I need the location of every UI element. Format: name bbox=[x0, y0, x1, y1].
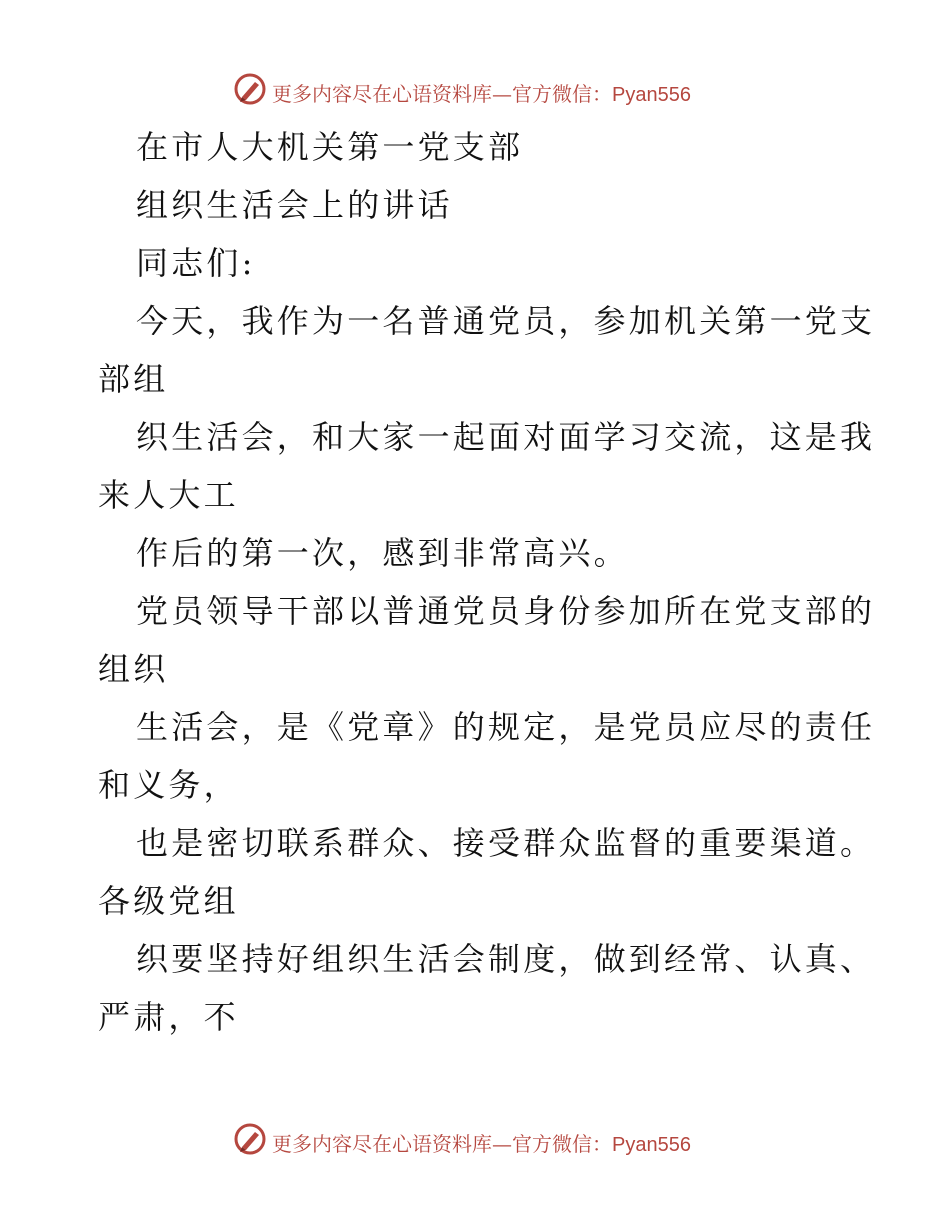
paragraph-line: 各级党组 bbox=[98, 882, 239, 920]
paragraph-line: 作后的第一次，感到非常高兴。 bbox=[136, 534, 629, 572]
pen-logo-icon bbox=[233, 72, 267, 106]
paragraph-line: 织生活会，和大家一起面对面学习交流，这是我 bbox=[136, 418, 876, 456]
salutation: 同志们: bbox=[136, 244, 256, 282]
paragraph-line: 严肃，不 bbox=[98, 998, 239, 1036]
watermark-text: 更多内容尽在心语资料库—官方微信：Pyan556 bbox=[272, 1132, 691, 1156]
paragraph-line: 来人大工 bbox=[98, 476, 239, 514]
title-line-2: 组织生活会上的讲话 bbox=[136, 186, 453, 224]
title-line-1: 在市人大机关第一党支部 bbox=[136, 128, 524, 166]
paragraph-line: 生活会，是《党章》的规定，是党员应尽的责任 bbox=[136, 708, 876, 746]
paragraph-line: 党员领导干部以普通党员身份参加所在党支部的 bbox=[136, 592, 876, 630]
footer-watermark bbox=[0, 1120, 950, 1160]
paragraph-line: 组织 bbox=[98, 650, 169, 688]
header-watermark bbox=[0, 70, 950, 110]
paragraph-line: 今天，我作为一名普通党员，参加机关第一党支 bbox=[136, 302, 876, 340]
paragraph-line: 织要坚持好组织生活会制度，做到经常、认真、 bbox=[136, 940, 876, 978]
paragraph-line: 部组 bbox=[98, 360, 169, 398]
paragraph-line: 也是密切联系群众、接受群众监督的重要渠道。 bbox=[136, 824, 876, 862]
pen-logo-icon bbox=[233, 1122, 267, 1156]
paragraph-line: 和义务， bbox=[98, 766, 239, 804]
watermark-text: 更多内容尽在心语资料库—官方微信：Pyan556 bbox=[272, 82, 691, 106]
